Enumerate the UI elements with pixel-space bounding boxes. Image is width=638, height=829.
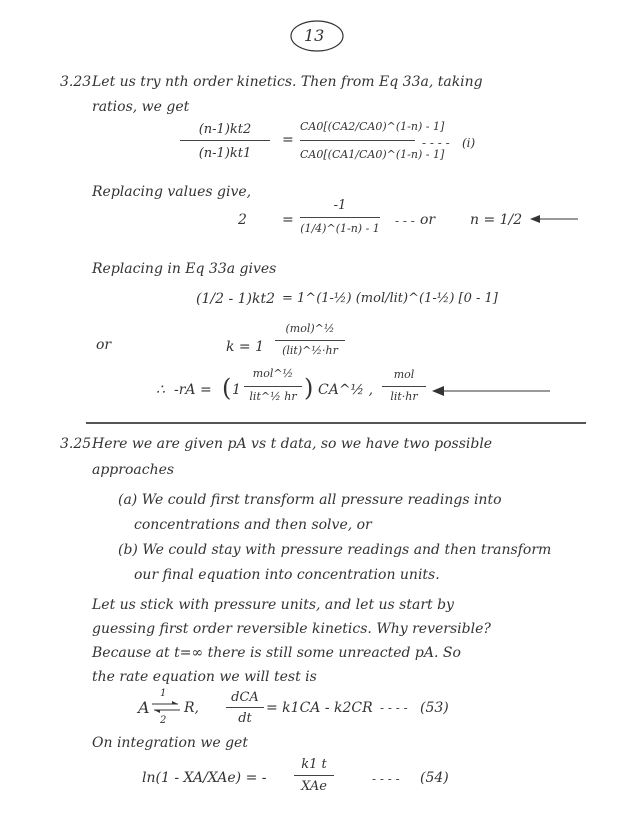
k-bar xyxy=(275,340,345,341)
p325-a-line2: concentrations and then solve, or xyxy=(134,517,372,533)
eq1-rhs-num: CA0[(CA2/CA0)^(1-n) - 1] xyxy=(300,120,445,133)
eq3-lhs: (1/2 - 1)kt2 xyxy=(196,291,276,307)
rate-num: mol^½ xyxy=(252,367,294,380)
eq2-equals: = xyxy=(282,212,294,228)
eq1-lhs-num: (n-1)kt2 xyxy=(198,122,252,137)
rate-eq-den: dt xyxy=(238,711,252,726)
replacing-values: Replacing values give, xyxy=(92,184,252,200)
eq1-lhs-den: (n-1)kt1 xyxy=(198,146,252,161)
eq53-dots: - - - - xyxy=(380,701,408,715)
eq54-den: XAe xyxy=(301,779,327,794)
rate-paren-open: ( xyxy=(222,374,232,402)
eq1-rhs-bar xyxy=(300,140,415,141)
p325-b-line2: our final equation into concentration units. xyxy=(134,567,440,583)
integration-text: On integration we get xyxy=(92,735,248,751)
eq2-num: -1 xyxy=(333,198,347,213)
rate-unit-num: mol xyxy=(393,368,415,381)
or-label: or xyxy=(96,337,112,353)
eq2-den: (1/4)^(1-n) - 1 xyxy=(300,222,380,235)
ln-part: ln(1 - XA/XAe) = - xyxy=(142,770,267,786)
rate-one: 1 xyxy=(232,382,241,398)
p325-line2: approaches xyxy=(92,462,175,478)
rate-arrow-icon xyxy=(432,384,552,398)
rxn-left: A xyxy=(138,698,150,717)
eq2-result: n = 1/2 xyxy=(470,212,523,228)
eq1-dots: - - - - xyxy=(422,136,450,150)
rate-unit-bar xyxy=(382,386,426,387)
k-lhs: k = 1 xyxy=(226,339,265,355)
p325-l4: the rate equation we will test is xyxy=(92,669,317,685)
p325-l2: guessing first order reversible kinetics. Why reversible? xyxy=(92,621,491,637)
eq54-bar xyxy=(294,775,334,776)
rate-lhs: -rA = xyxy=(174,382,212,398)
p325-l1: Let us stick with pressure units, and let us start by xyxy=(92,597,454,613)
eq54-dots: - - - - xyxy=(372,772,400,786)
equilibrium-arrows-icon xyxy=(152,700,180,714)
intro-line-1: Let us try nth order kinetics. Then from Eq 33a, taking xyxy=(92,74,483,90)
eq2-lhs: 2 xyxy=(238,212,247,228)
rxn-k1: 1 xyxy=(160,688,167,699)
rate-bar xyxy=(244,386,302,387)
p325-a-line1: (a) We could first transform all pressure readings into xyxy=(118,492,502,508)
k-den: (lit)^½·hr xyxy=(282,344,338,357)
therefore-symbol: ∴ xyxy=(156,382,165,398)
problem-label-3-25: 3.25 xyxy=(60,436,92,452)
replacing-eq: Replacing in Eq 33a gives xyxy=(92,261,277,277)
eq1-equals: = xyxy=(282,132,294,148)
eq2-or: or xyxy=(420,212,436,228)
eq2-bar xyxy=(300,217,380,218)
eq1-lhs-bar xyxy=(180,140,270,141)
rate-eq-bar xyxy=(226,707,264,708)
eq54-num: k1 t xyxy=(301,757,327,772)
rate-conc: CA^½ , xyxy=(318,382,374,398)
rate-paren-close: ) xyxy=(304,374,314,402)
rate-den: lit^½ hr xyxy=(249,390,297,403)
page-number: 13 xyxy=(304,26,325,45)
eq54-tag: (54) xyxy=(420,770,449,786)
rate-unit-den: lit·hr xyxy=(390,390,418,403)
rate-eq-rhs: = k1CA - k2CR xyxy=(266,700,373,716)
eq1-rhs-den: CA0[(CA1/CA0)^(1-n) - 1] xyxy=(300,148,445,161)
p325-line1: Here we are given pA vs t data, so we have two possible xyxy=(92,436,493,452)
eq1-tag: (i) xyxy=(462,136,476,150)
result-arrow-icon xyxy=(530,212,580,226)
p325-b-line1: (b) We could stay with pressure readings and then transform xyxy=(118,542,552,558)
rxn-right: R, xyxy=(184,700,199,716)
eq3-rhs: = 1^(1-½) (mol/lit)^(1-½) [0 - 1] xyxy=(282,291,498,306)
rxn-k2: 2 xyxy=(160,715,167,726)
eq2-dots: - - - xyxy=(395,214,415,228)
p325-l3: Because at t=∞ there is still some unreacted pA. So xyxy=(92,645,461,661)
k-num: (mol)^½ xyxy=(285,322,335,335)
section-divider xyxy=(86,422,586,424)
intro-line-2: ratios, we get xyxy=(92,99,190,115)
problem-label-3-23: 3.23 xyxy=(60,74,92,90)
rate-eq-num: dCA xyxy=(231,690,259,705)
eq53-tag: (53) xyxy=(420,700,449,716)
